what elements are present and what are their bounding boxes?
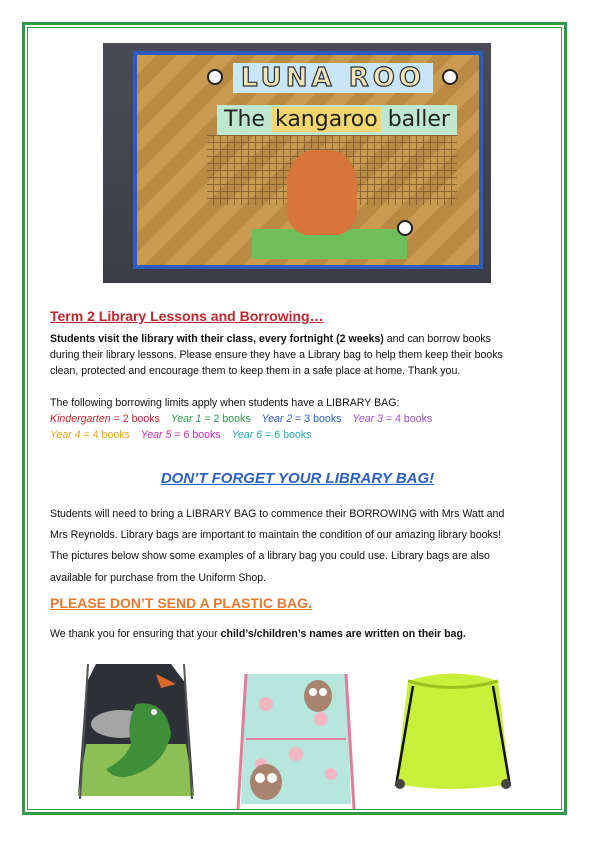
limits-intro: The following borrowing limits apply when students have a LIBRARY BAG: xyxy=(50,397,400,409)
library-display-photo xyxy=(103,43,491,283)
limit-value: = 3 books xyxy=(292,413,342,425)
limit-value: = 6 books xyxy=(262,429,312,441)
limits-row-1 xyxy=(50,411,440,427)
limit-label: Year 5 xyxy=(140,429,172,441)
limits-row-2 xyxy=(50,427,319,443)
soccer-ball-icon xyxy=(207,69,223,85)
banner-subtitle-prefix: The xyxy=(224,107,265,132)
paragraph-line: clean, protected and encourage them to keep them in a safe place at home. Thank you. xyxy=(50,365,461,377)
paragraph-line: during their library lessons. Please ensure they have a Library bag to help them keep their books xyxy=(50,349,503,361)
limit-label: Year 6 xyxy=(231,429,263,441)
limit-label: Year 4 xyxy=(50,429,81,441)
body-text: We thank you for ensuring that your xyxy=(50,628,221,640)
soccer-ball-icon xyxy=(397,220,413,236)
paragraph-line: available for purchase from the Uniform Shop. xyxy=(50,572,267,584)
thanks-line xyxy=(50,626,545,642)
banner-subtitle-highlight: kangaroo xyxy=(272,107,381,132)
banner-subtitle-suffix: baller xyxy=(387,107,450,132)
bulletin-board xyxy=(133,51,483,269)
paragraph-line xyxy=(50,331,545,347)
section-heading-term2: Term 2 Library Lessons and Borrowing… xyxy=(50,308,324,324)
limit-label: Kindergarten xyxy=(50,413,111,425)
limit-value: = 4 books xyxy=(383,413,433,425)
soccer-ball-icon xyxy=(442,69,458,85)
paragraph-line: Mrs Reynolds. Library bags are important to maintain the condition of our amazing library books! xyxy=(50,529,502,541)
dinosaur-bag-image xyxy=(76,664,196,804)
limit-label: Year 2 xyxy=(261,413,293,425)
plastic-bag-warning: PLEASE DON’T SEND A PLASTIC BAG. xyxy=(50,595,312,611)
limit-label: Year 3 xyxy=(352,413,384,425)
limit-label: Year 1 xyxy=(170,413,202,425)
owl-bag-image xyxy=(236,664,356,809)
library-bag-heading: DON’T FORGET YOUR LIBRARY BAG! xyxy=(160,470,435,487)
emphasis-text: Students visit the library with their class, every fortnight (2 weeks) xyxy=(50,333,384,345)
paragraph-line: The pictures below show some examples of a library bag you could use. Library bags are also xyxy=(50,550,490,562)
paragraph-line: Students will need to bring a LIBRARY BAG to commence their BORROWING with Mrs Watt and xyxy=(50,508,505,520)
limit-value: = 4 books xyxy=(80,429,130,441)
limit-value: = 6 books xyxy=(171,429,221,441)
body-text: and can borrow books xyxy=(383,333,491,345)
limit-value: = 2 books xyxy=(110,413,160,425)
banner-title: LUNA ROO xyxy=(233,63,433,93)
kangaroo-cutout xyxy=(287,150,357,235)
emphasis-text: child’s/children’s names are written on their bag. xyxy=(220,628,466,640)
limit-value: = 2 books xyxy=(201,413,251,425)
lime-green-bag-image xyxy=(388,666,518,801)
banner-subtitle xyxy=(217,105,457,135)
